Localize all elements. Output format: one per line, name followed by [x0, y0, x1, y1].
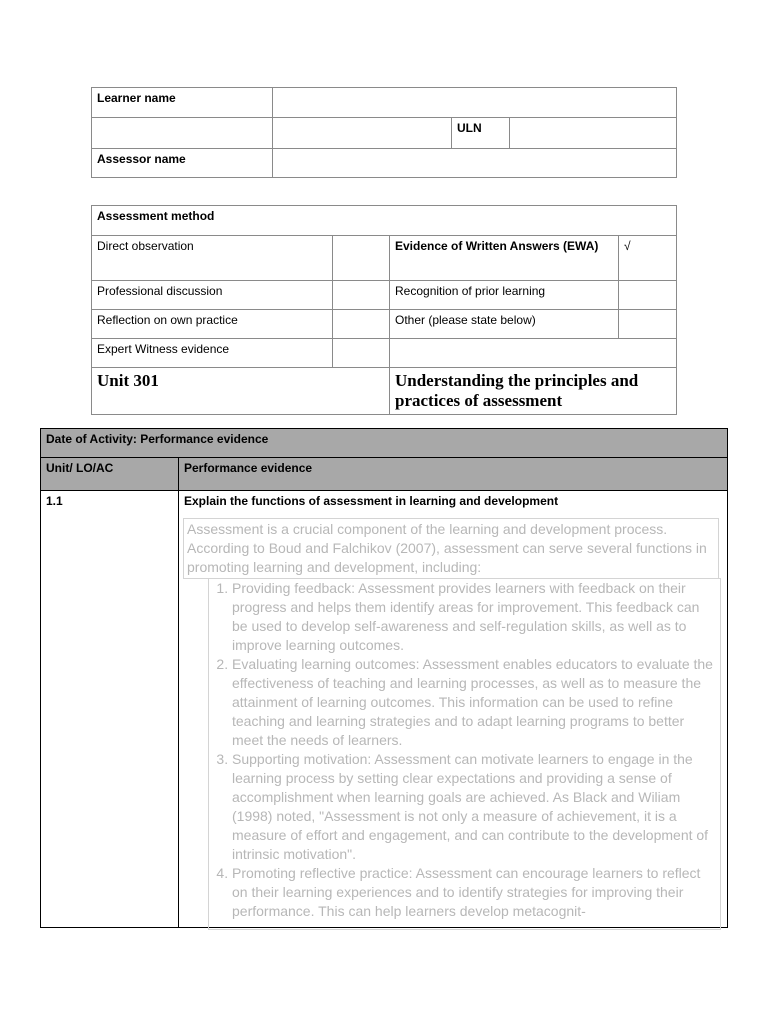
expert-witness-label: Expert Witness evidence — [92, 339, 333, 368]
list-item: 2. Evaluating learning outcomes: Assessment enables educators to evaluate the effectiveness of teaching and learning processes, as well as to measure the attainment of learning outcomes. This information can be used to refine teaching and learning strategies and to adapt learning programs to better meet the needs of learners. — [232, 655, 714, 750]
expert-witness-check[interactable] — [333, 339, 390, 368]
reflection-check[interactable] — [333, 310, 390, 339]
learner-name-field[interactable] — [273, 88, 677, 118]
functions-list — [209, 579, 720, 921]
performance-evidence-header: Performance evidence — [179, 458, 728, 491]
other-check[interactable] — [619, 310, 677, 339]
assessor-name-field[interactable] — [273, 149, 677, 178]
answer-list-box[interactable] — [208, 578, 721, 930]
professional-discussion-label: Professional discussion — [92, 281, 333, 310]
date-of-activity-header: Date of Activity: Performance evidence — [41, 429, 728, 458]
uln-field[interactable] — [510, 118, 677, 149]
row-title: Explain the functions of assessment in learning and development — [179, 491, 728, 928]
empty-cell — [273, 118, 452, 149]
professional-discussion-check[interactable] — [333, 281, 390, 310]
uln-label: ULN — [452, 118, 510, 149]
recognition-prior-label: Recognition of prior learning — [390, 281, 619, 310]
unit-number: Unit 301 — [92, 368, 390, 415]
assessor-name-label: Assessor name — [92, 149, 273, 178]
ewa-check[interactable]: √ — [619, 236, 677, 281]
unit-lo-ac-header: Unit/ LO/AC — [41, 458, 179, 491]
assessment-method-table — [91, 205, 677, 415]
reflection-label: Reflection on own practice — [92, 310, 333, 339]
list-item: 3. Supporting motivation: Assessment can motivate learners to engage in the learning process by setting clear expectations and providing a sense of accomplishment when learning goals are achieved. As Black and Wiliam (1998) noted, "Assessment is not only a measure of achievement, it is a measure of effort and engagement, and can contribute to the development of intrinsic motivation". — [232, 750, 714, 864]
other-label: Other (please state below) — [390, 310, 619, 339]
ewa-label: Evidence of Written Answers (EWA) — [390, 236, 619, 281]
learner-details-table — [91, 87, 677, 178]
list-item: 1. Providing feedback: Assessment provides learners with feedback on their progress and helps them identify areas for improvement. This feedback can be used to develop self-awareness and self-regulation skills, as well as to improve learning outcomes. — [232, 579, 714, 655]
direct-observation-check[interactable] — [333, 236, 390, 281]
row-code: 1.1 — [41, 491, 179, 928]
empty-cell — [390, 339, 677, 368]
learner-name-label: Learner name — [92, 88, 273, 118]
answer-intro-text[interactable]: Assessment is a crucial component of the learning and development process. According to Boud and Falchikov (2007), assessment can serve several functions in promoting learning and development, including: — [183, 518, 719, 579]
recognition-prior-check[interactable] — [619, 281, 677, 310]
direct-observation-label: Direct observation — [92, 236, 333, 281]
empty-cell — [92, 118, 273, 149]
list-item: 4. Promoting reflective practice: Assessment can encourage learners to reflect on their learning experiences and to identify strategies for improving their performance. This can help learners develop metacognit- — [232, 864, 714, 921]
unit-title: Understanding the principles and practices of assessment — [390, 368, 677, 415]
assessment-method-heading: Assessment method — [92, 206, 677, 236]
